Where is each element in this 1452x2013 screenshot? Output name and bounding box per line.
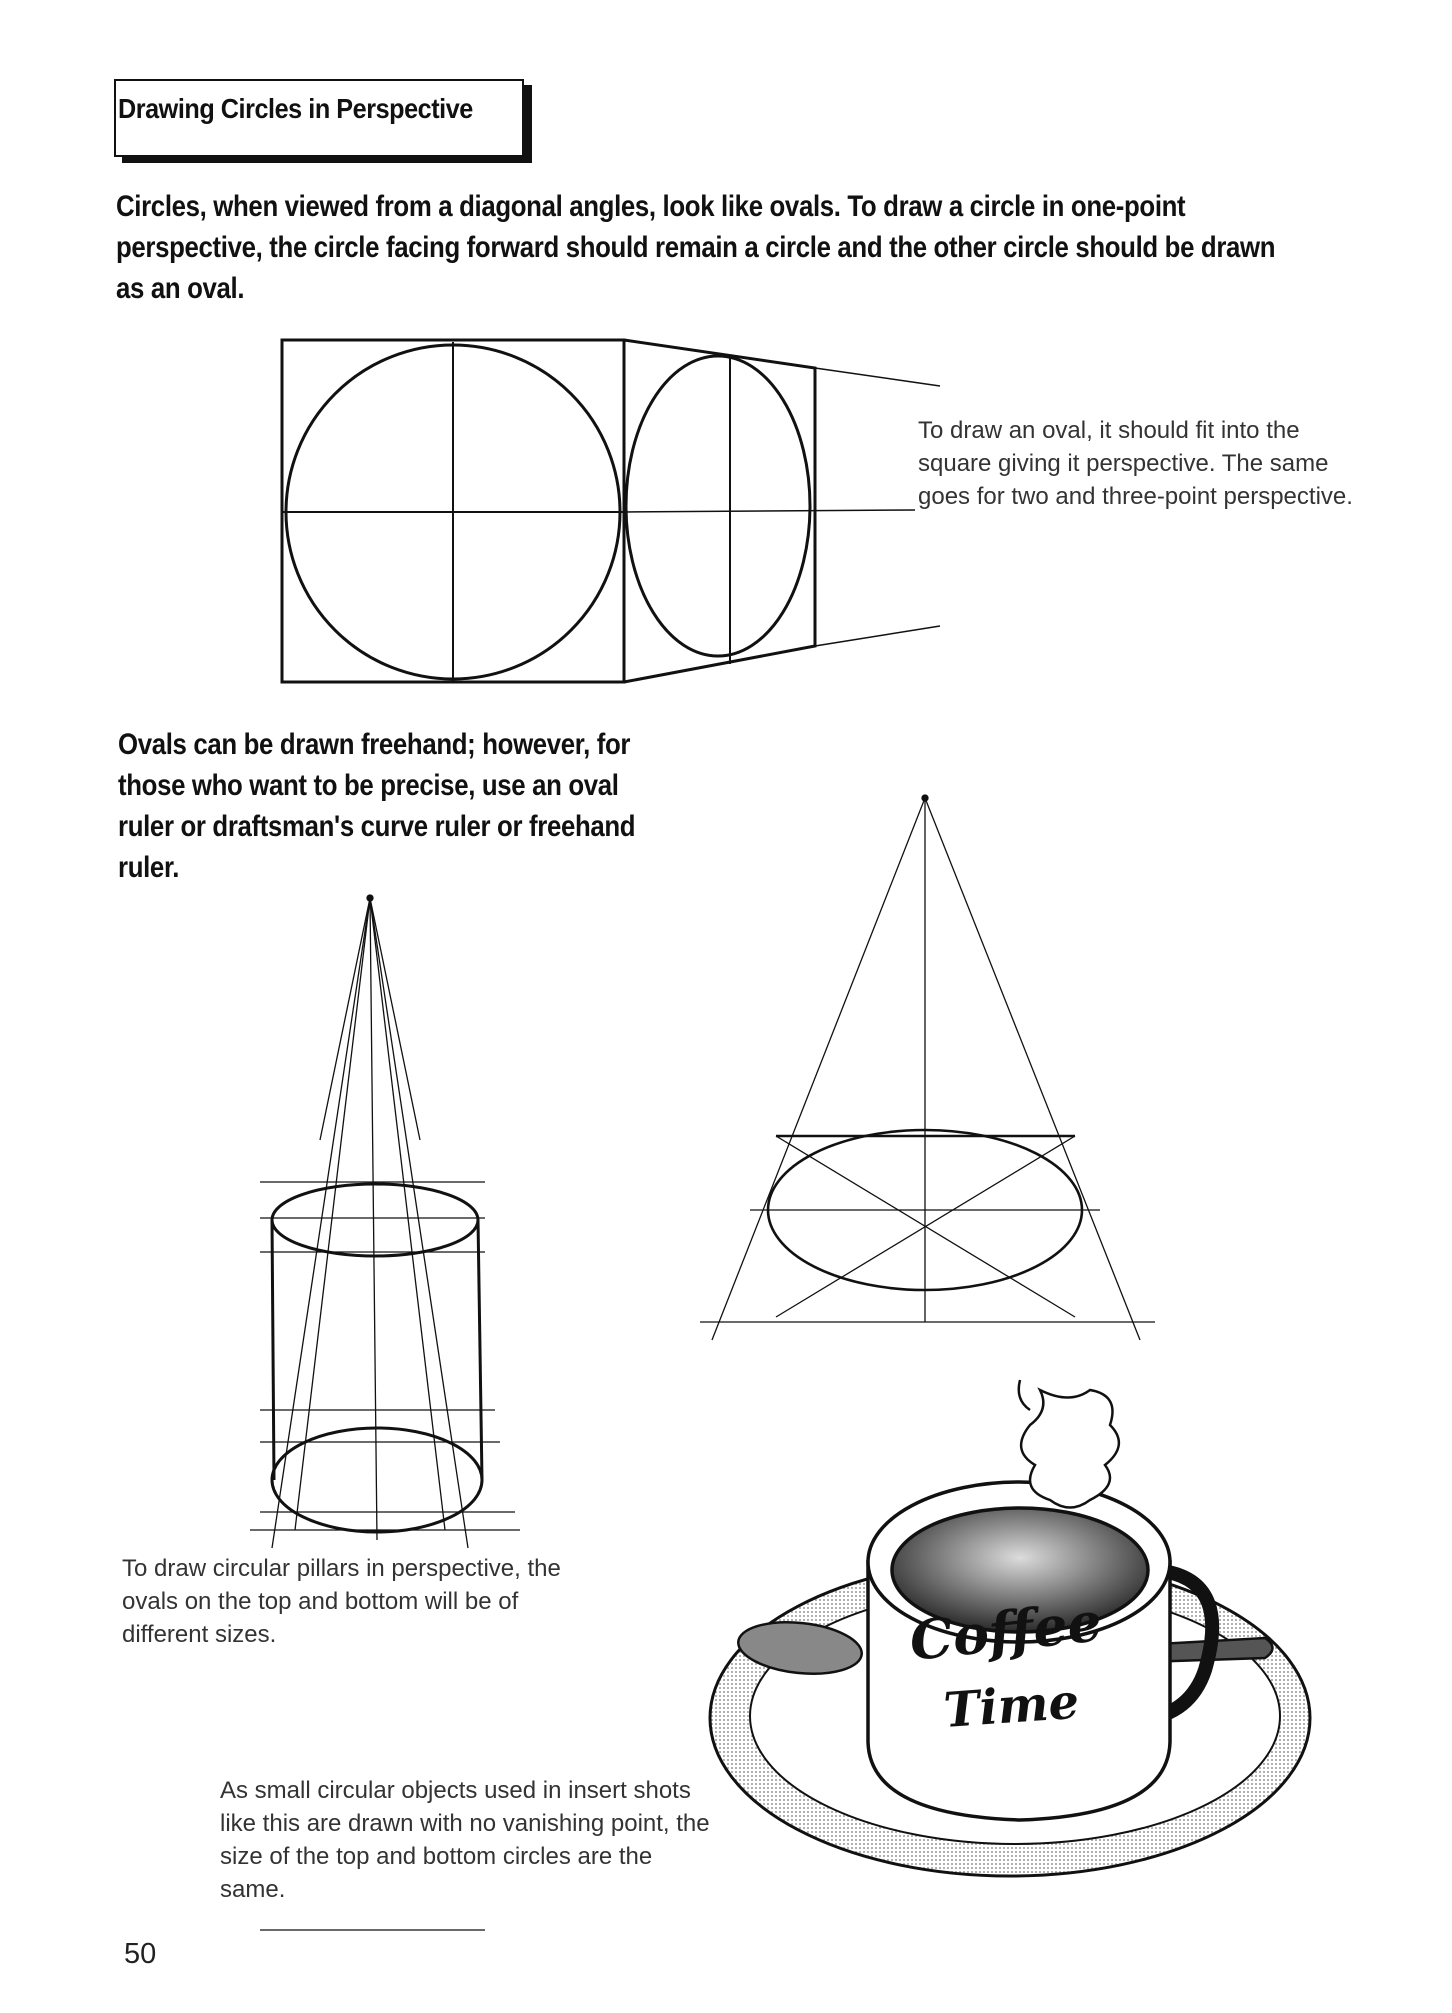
cylinder-top-ellipse — [272, 1184, 478, 1256]
steam — [1019, 1380, 1119, 1508]
mug-text-time: Time — [941, 1673, 1081, 1739]
mug-text-coffee: Coffee — [906, 1589, 1105, 1673]
page-title: Drawing Circles in Perspective — [118, 93, 473, 124]
page-number: 50 — [124, 1938, 157, 1970]
oval-caption: To draw an oval, it should fit into the square giving it perspective. The same goes for two and three-point perspective. — [918, 417, 1353, 510]
perspective-oval — [626, 356, 810, 656]
oval-in-square-figure — [700, 790, 1160, 1350]
cylinder-perspective-figure — [250, 890, 530, 1550]
circle-oval-perspective-figure — [270, 330, 960, 700]
cup-caption: As small circular objects used in insert shots like this are drawn with no vanishing point, the size of the top and bottom circles are the same. — [220, 1777, 710, 1903]
pillar-caption: To draw circular pillars in perspective, the ovals on the top and bottom will be of different sizes. — [122, 1555, 561, 1648]
intro-paragraph: Circles, when viewed from a diagonal angles, look like ovals. To draw a circle in one-point perspective, the circle facing forward should remain a circle and the other circle should be drawn as an oval. — [116, 190, 1276, 305]
oval-ruler-paragraph: Ovals can be drawn freehand; however, for those who want to be precise, use an oval ruler or draftsman's curve ruler or freehand ruler. — [118, 728, 636, 884]
coffee-cup-illustration — [690, 1370, 1330, 1890]
